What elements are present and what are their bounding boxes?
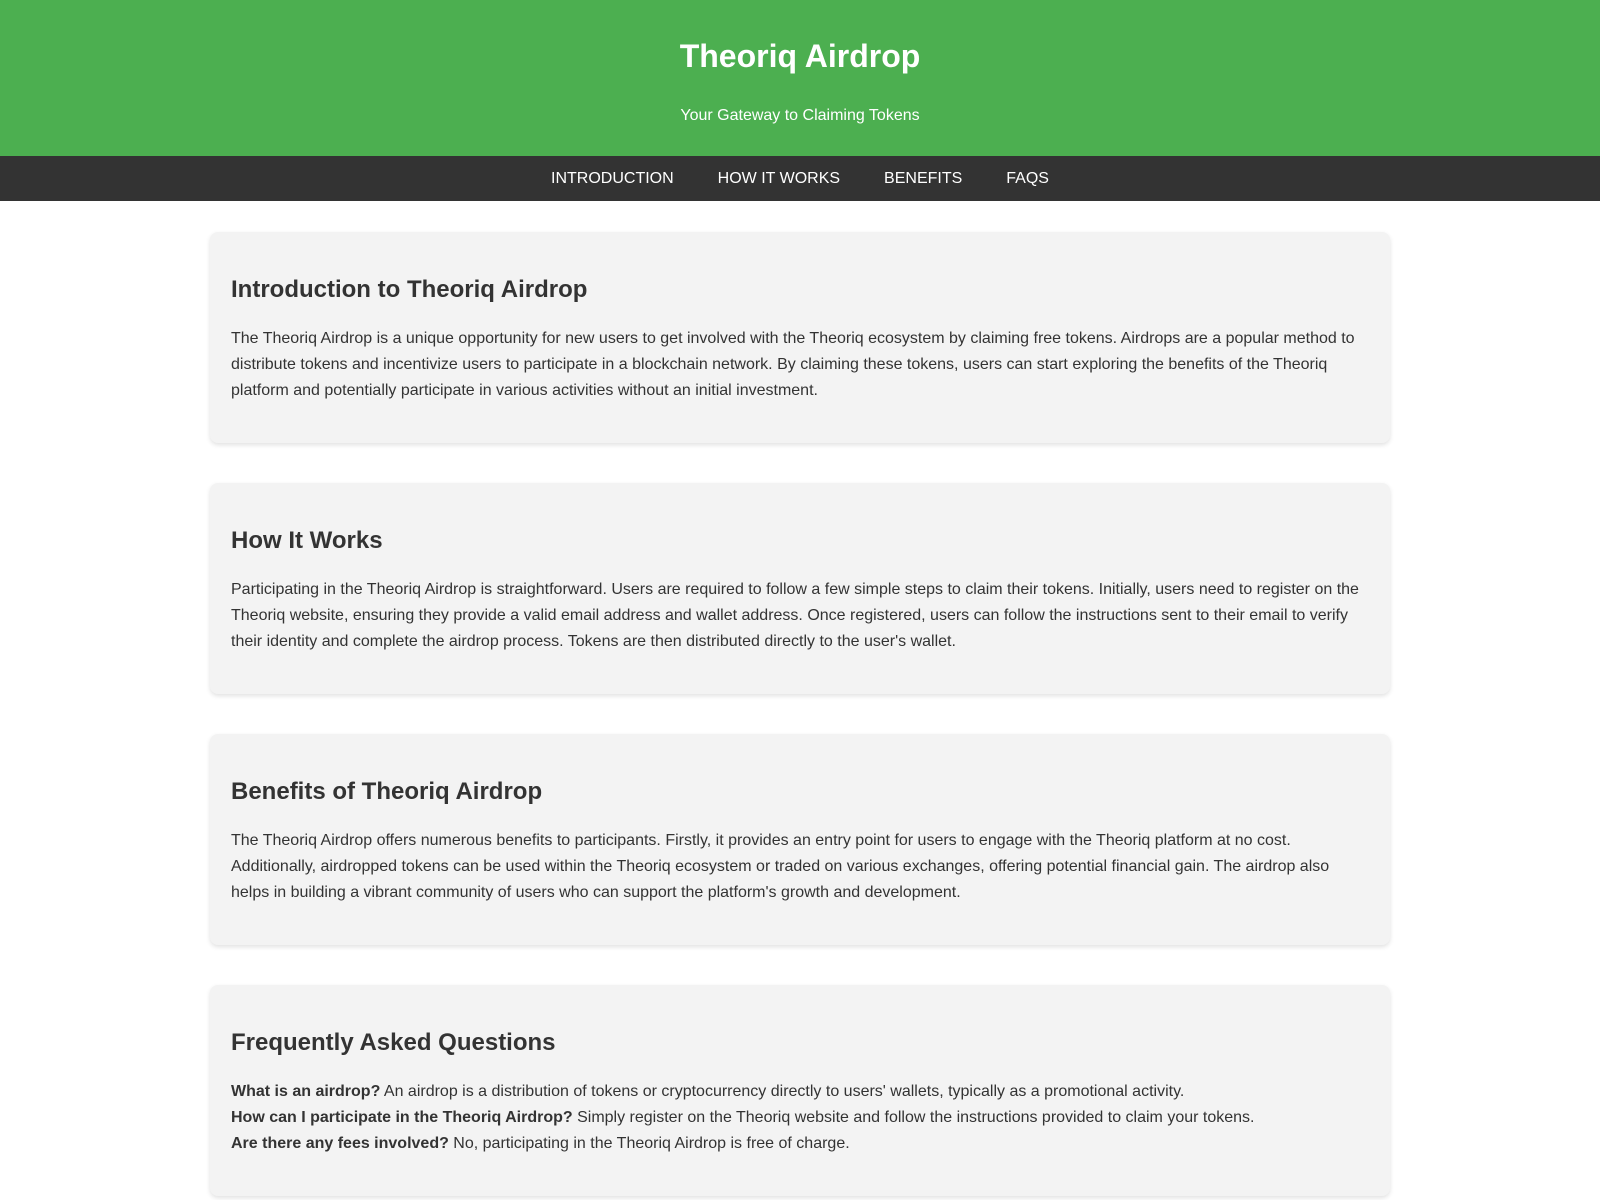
faq-question: Are there any fees involved? <box>231 1135 449 1152</box>
faq-answer: An airdrop is a distribution of tokens or cryptocurrency directly to users' wallets, typically as a promotional activity. <box>380 1083 1185 1100</box>
benefits-section <box>210 734 1390 945</box>
how-it-works-section <box>210 483 1390 694</box>
main-nav <box>0 156 1600 201</box>
faq-item <box>231 1131 1369 1157</box>
benefits-heading: Benefits of Theoriq Airdrop <box>231 778 543 805</box>
introduction-heading: Introduction to Theoriq Airdrop <box>231 276 588 303</box>
nav-link-how-it-works[interactable]: HOW IT WORKS <box>717 169 841 187</box>
faq-answer: No, participating in the Theoriq Airdrop is free of charge. <box>448 1135 850 1152</box>
nav-link-faqs[interactable]: FAQS <box>1006 169 1049 187</box>
site-title: Theoriq Airdrop <box>679 38 921 74</box>
main-content <box>210 201 1390 1196</box>
nav-link-introduction[interactable]: INTRODUCTION <box>551 169 674 187</box>
faq-answer: Simply register on the Theoriq website and follow the instructions provided to claim your tokens. <box>572 1109 1255 1126</box>
introduction-text: The Theoriq Airdrop is a unique opportunity for new users to get involved with the Theoriq ecosystem by claiming free tokens. Airdrops are a popular method to distribute tokens and incentivize users to participate in a blockchain network. By claiming these tokens, users can start exploring the benefits of the Theoriq platform and potentially participate in various activities without an initial investment. <box>231 330 1355 399</box>
faqs-section <box>210 985 1390 1196</box>
faq-item <box>231 1105 1369 1131</box>
introduction-section <box>210 232 1390 443</box>
how-it-works-heading: How It Works <box>231 527 383 554</box>
faqs-heading: Frequently Asked Questions <box>231 1029 556 1056</box>
site-subtitle: Your Gateway to Claiming Tokens <box>680 107 920 124</box>
site-header <box>0 0 1600 156</box>
faq-question: How can I participate in the Theoriq Airdrop? <box>231 1109 573 1126</box>
benefits-text: The Theoriq Airdrop offers numerous benefits to participants. Firstly, it provides an entry point for users to engage with the Theoriq platform at no cost. Additionally, airdropped tokens can be used within the Theoriq ecosystem or traded on various exchanges, offering potential financial gain. The airdrop also helps in building a vibrant community of users who can support the platform's growth and development. <box>231 832 1330 901</box>
how-it-works-text: Participating in the Theoriq Airdrop is straightforward. Users are required to follow a few simple steps to claim their tokens. Initially, users need to register on the Theoriq website, ensuring they provide a valid email address and wallet address. Once registered, users can follow the instructions sent to their email to verify their identity and complete the airdrop process. Tokens are then distributed directly to the user's wallet. <box>231 581 1359 650</box>
faq-item <box>231 1079 1369 1105</box>
nav-link-benefits[interactable]: BENEFITS <box>884 169 963 187</box>
faq-question: What is an airdrop? <box>231 1083 381 1100</box>
